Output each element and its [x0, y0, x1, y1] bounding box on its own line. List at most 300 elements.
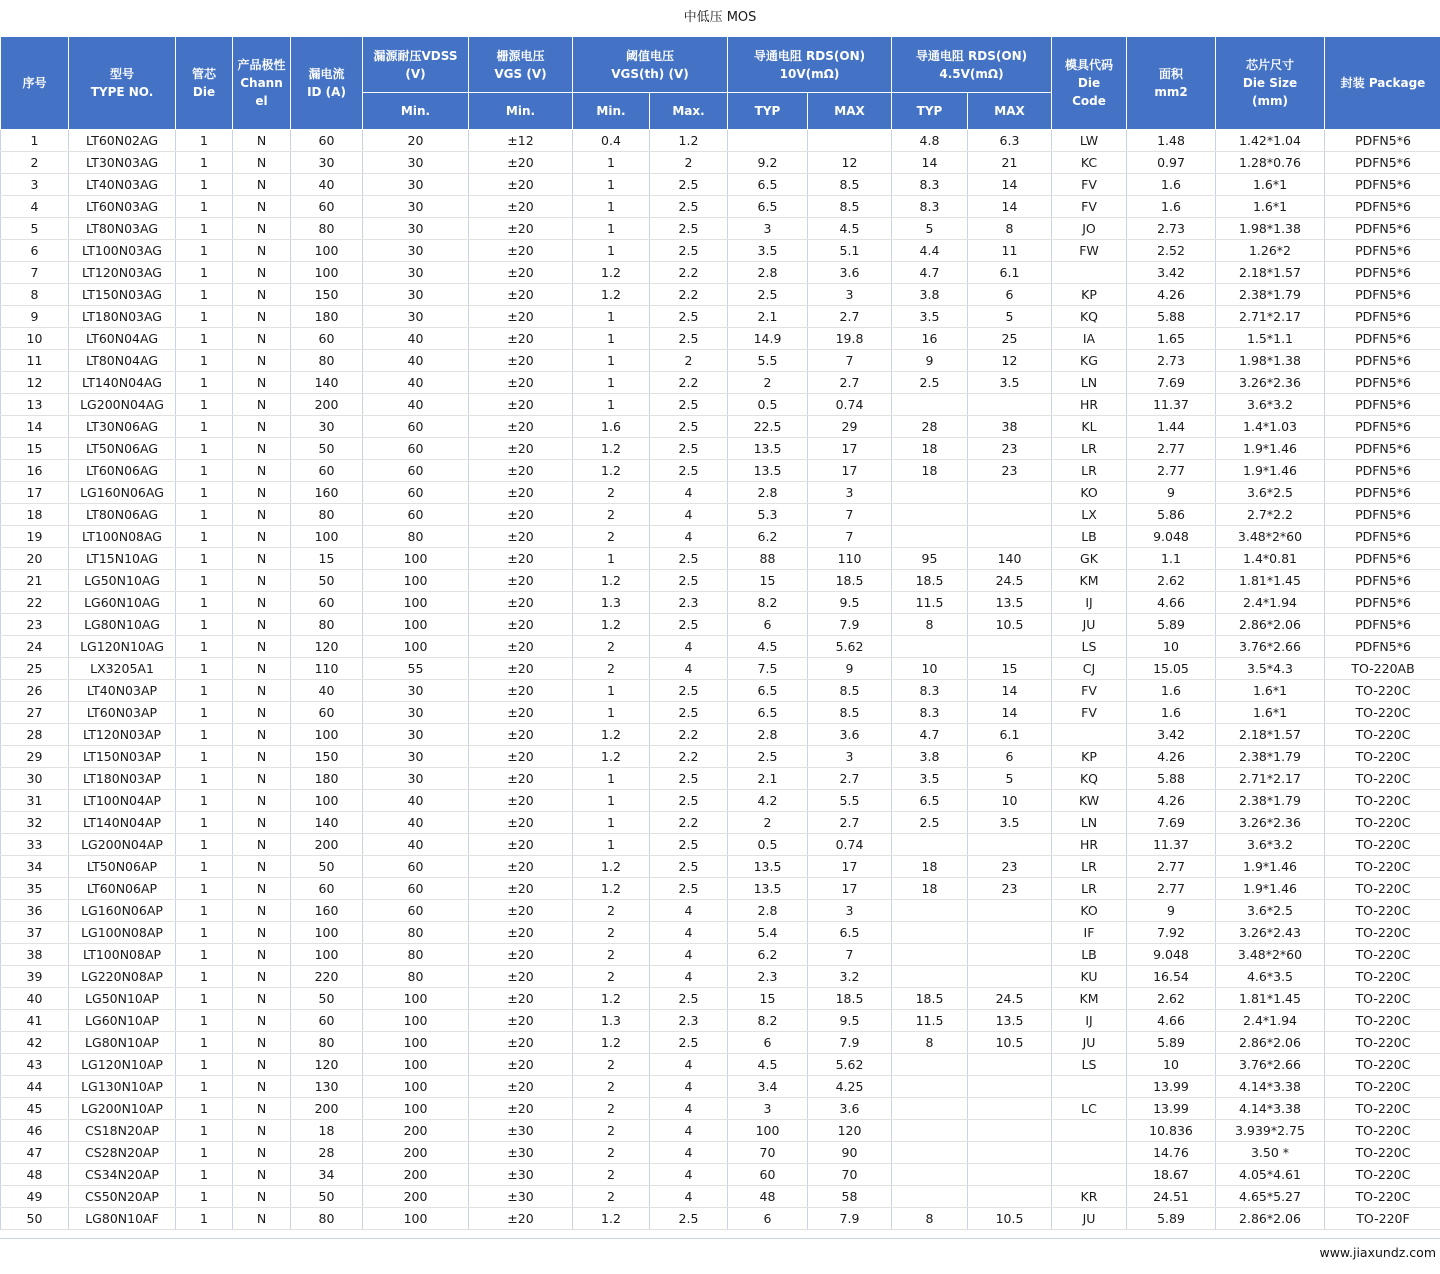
- cell-die: 1: [176, 878, 233, 900]
- cell-vgs: ±20: [469, 372, 573, 394]
- cell-area: 14.76: [1127, 1142, 1216, 1164]
- cell-rds10_typ: 88: [728, 548, 808, 570]
- cell-package: TO-220C: [1325, 900, 1440, 922]
- col-id-header: 漏电流 ID (A): [291, 37, 363, 130]
- table-row: [1, 460, 1440, 482]
- cell-area: 2.62: [1127, 570, 1216, 592]
- table-row: [1, 1010, 1440, 1032]
- cell-code: HR: [1052, 394, 1127, 416]
- cell-vth_min: 2: [573, 526, 650, 548]
- cell-size: 3.6*3.2: [1216, 834, 1325, 856]
- cell-area: 9.048: [1127, 944, 1216, 966]
- cell-rds10_max: 2.7: [808, 306, 892, 328]
- cell-vth_max: 4: [650, 1076, 728, 1098]
- cell-seq: 40: [1, 988, 69, 1010]
- cell-vth_min: 1.2: [573, 460, 650, 482]
- cell-channel: N: [233, 768, 291, 790]
- table-row: [1, 284, 1440, 306]
- cell-channel: N: [233, 1186, 291, 1208]
- cell-rds10_typ: 13.5: [728, 878, 808, 900]
- cell-size: 3.6*2.5: [1216, 900, 1325, 922]
- cell-package: TO-220C: [1325, 768, 1440, 790]
- cell-vth_min: 2: [573, 1186, 650, 1208]
- cell-rds10_max: 3: [808, 900, 892, 922]
- cell-rds10_typ: 6.5: [728, 680, 808, 702]
- cell-vth_max: 2.5: [650, 614, 728, 636]
- table-row: [1, 988, 1440, 1010]
- cell-vth_min: 2: [573, 922, 650, 944]
- cell-channel: N: [233, 790, 291, 812]
- cell-rds10_max: 7: [808, 504, 892, 526]
- cell-id: 60: [291, 1010, 363, 1032]
- cell-rds45_typ: 14: [892, 152, 968, 174]
- cell-vth_min: 1.2: [573, 988, 650, 1010]
- cell-package: TO-220C: [1325, 922, 1440, 944]
- cell-vth_max: 2.3: [650, 592, 728, 614]
- cell-id: 100: [291, 790, 363, 812]
- cell-rds10_typ: 2.3: [728, 966, 808, 988]
- cell-size: 2.38*1.79: [1216, 790, 1325, 812]
- table-row: [1, 1054, 1440, 1076]
- cell-rds10_max: 9: [808, 658, 892, 680]
- cell-type: LG60N10AP: [69, 1010, 176, 1032]
- website-footer: www.jiaxundz.com: [1319, 1245, 1436, 1260]
- cell-rds45_typ: [892, 482, 968, 504]
- cell-rds10_typ: 0.5: [728, 394, 808, 416]
- cell-type: LG80N10AF: [69, 1208, 176, 1230]
- cell-rds10_typ: 6.5: [728, 174, 808, 196]
- cell-type: LT150N03AP: [69, 746, 176, 768]
- cell-vdss: 30: [363, 174, 469, 196]
- cell-id: 40: [291, 680, 363, 702]
- cell-area: 1.6: [1127, 196, 1216, 218]
- cell-rds45_max: [968, 1098, 1052, 1120]
- cell-die: 1: [176, 790, 233, 812]
- cell-channel: N: [233, 526, 291, 548]
- cell-size: 1.81*1.45: [1216, 988, 1325, 1010]
- cell-vdss: 100: [363, 614, 469, 636]
- cell-rds10_max: 3: [808, 284, 892, 306]
- cell-size: 2.86*2.06: [1216, 1032, 1325, 1054]
- cell-rds10_max: 58: [808, 1186, 892, 1208]
- cell-area: 9: [1127, 482, 1216, 504]
- cell-rds10_max: 0.74: [808, 394, 892, 416]
- cell-code: KM: [1052, 570, 1127, 592]
- cell-package: TO-220C: [1325, 878, 1440, 900]
- cell-area: 15.05: [1127, 658, 1216, 680]
- cell-seq: 28: [1, 724, 69, 746]
- table-row: [1, 900, 1440, 922]
- cell-vth_max: 4: [650, 1142, 728, 1164]
- cell-die: 1: [176, 988, 233, 1010]
- cell-rds10_max: 29: [808, 416, 892, 438]
- cell-rds45_max: 10.5: [968, 1032, 1052, 1054]
- cell-area: 10: [1127, 636, 1216, 658]
- cell-size: 3.5*4.3: [1216, 658, 1325, 680]
- cell-rds10_max: 8.5: [808, 680, 892, 702]
- cell-package: PDFN5*6: [1325, 614, 1440, 636]
- cell-rds45_max: [968, 900, 1052, 922]
- cell-type: LT15N10AG: [69, 548, 176, 570]
- cell-vgs: ±30: [469, 1120, 573, 1142]
- cell-vdss: 20: [363, 130, 469, 152]
- cell-vgs: ±30: [469, 1164, 573, 1186]
- cell-rds45_max: 6: [968, 284, 1052, 306]
- cell-rds10_typ: 3.5: [728, 240, 808, 262]
- cell-size: 1.4*0.81: [1216, 548, 1325, 570]
- cell-rds10_max: 18.5: [808, 988, 892, 1010]
- cell-channel: N: [233, 1010, 291, 1032]
- cell-vth_min: 2: [573, 482, 650, 504]
- cell-vdss: 30: [363, 240, 469, 262]
- cell-rds45_max: 3.5: [968, 812, 1052, 834]
- cell-code: KQ: [1052, 306, 1127, 328]
- cell-rds45_typ: 28: [892, 416, 968, 438]
- cell-rds45_typ: 11.5: [892, 1010, 968, 1032]
- cell-seq: 44: [1, 1076, 69, 1098]
- cell-channel: N: [233, 262, 291, 284]
- table-bottom-border: [0, 1238, 1440, 1239]
- cell-vgs: ±20: [469, 570, 573, 592]
- cell-type: LT180N03AG: [69, 306, 176, 328]
- cell-rds10_max: 6.5: [808, 922, 892, 944]
- cell-seq: 2: [1, 152, 69, 174]
- cell-rds10_max: 7: [808, 350, 892, 372]
- cell-vth_max: 2.5: [650, 1032, 728, 1054]
- cell-vdss: 100: [363, 570, 469, 592]
- cell-seq: 13: [1, 394, 69, 416]
- cell-package: TO-220C: [1325, 790, 1440, 812]
- table-row: [1, 1142, 1440, 1164]
- cell-code: FV: [1052, 680, 1127, 702]
- col-code-header: 模具代码 Die Code: [1052, 37, 1127, 130]
- cell-package: PDFN5*6: [1325, 152, 1440, 174]
- cell-type: LG50N10AP: [69, 988, 176, 1010]
- cell-channel: N: [233, 328, 291, 350]
- cell-rds10_max: 8.5: [808, 196, 892, 218]
- cell-vth_min: 2: [573, 1142, 650, 1164]
- cell-rds45_max: 13.5: [968, 592, 1052, 614]
- cell-die: 1: [176, 240, 233, 262]
- cell-rds45_max: 23: [968, 878, 1052, 900]
- cell-code: KL: [1052, 416, 1127, 438]
- cell-area: 0.97: [1127, 152, 1216, 174]
- cell-rds45_typ: [892, 922, 968, 944]
- cell-type: LT50N06AP: [69, 856, 176, 878]
- table-row: [1, 152, 1440, 174]
- cell-die: 1: [176, 416, 233, 438]
- cell-vth_max: 2.5: [650, 548, 728, 570]
- cell-die: 1: [176, 460, 233, 482]
- cell-seq: 7: [1, 262, 69, 284]
- cell-rds10_max: 110: [808, 548, 892, 570]
- cell-rds45_typ: 18: [892, 460, 968, 482]
- cell-type: LG120N10AG: [69, 636, 176, 658]
- cell-code: CJ: [1052, 658, 1127, 680]
- cell-area: 18.67: [1127, 1164, 1216, 1186]
- cell-size: 3.939*2.75: [1216, 1120, 1325, 1142]
- cell-seq: 29: [1, 746, 69, 768]
- cell-rds10_max: 18.5: [808, 570, 892, 592]
- page-title: 中低压 MOS: [0, 0, 1440, 37]
- cell-die: 1: [176, 350, 233, 372]
- cell-id: 220: [291, 966, 363, 988]
- table-row: [1, 768, 1440, 790]
- cell-channel: N: [233, 306, 291, 328]
- cell-channel: N: [233, 658, 291, 680]
- cell-id: 100: [291, 944, 363, 966]
- cell-vth_min: 1: [573, 812, 650, 834]
- cell-rds45_typ: 18: [892, 856, 968, 878]
- cell-rds10_max: 8.5: [808, 702, 892, 724]
- cell-area: 4.26: [1127, 746, 1216, 768]
- cell-code: LS: [1052, 636, 1127, 658]
- table-row: [1, 1076, 1440, 1098]
- cell-vth_max: 2.5: [650, 834, 728, 856]
- cell-die: 1: [176, 372, 233, 394]
- cell-die: 1: [176, 262, 233, 284]
- cell-rds45_typ: [892, 1120, 968, 1142]
- cell-vth_max: 2.5: [650, 570, 728, 592]
- table-row: [1, 526, 1440, 548]
- cell-id: 80: [291, 1208, 363, 1230]
- cell-area: 2.77: [1127, 460, 1216, 482]
- cell-die: 1: [176, 812, 233, 834]
- cell-id: 30: [291, 152, 363, 174]
- cell-type: CS28N20AP: [69, 1142, 176, 1164]
- cell-seq: 8: [1, 284, 69, 306]
- cell-seq: 23: [1, 614, 69, 636]
- table-row: [1, 372, 1440, 394]
- cell-rds10_typ: 5.3: [728, 504, 808, 526]
- table-row: [1, 174, 1440, 196]
- cell-die: 1: [176, 922, 233, 944]
- cell-size: 2.18*1.57: [1216, 724, 1325, 746]
- cell-id: 200: [291, 1098, 363, 1120]
- cell-vdss: 30: [363, 768, 469, 790]
- table-row: [1, 504, 1440, 526]
- cell-rds10_typ: 2.8: [728, 482, 808, 504]
- col-die-header: 管芯 Die: [176, 37, 233, 130]
- cell-area: 5.88: [1127, 768, 1216, 790]
- cell-id: 140: [291, 372, 363, 394]
- cell-package: TO-220F: [1325, 1208, 1440, 1230]
- cell-vgs: ±20: [469, 988, 573, 1010]
- cell-package: PDFN5*6: [1325, 328, 1440, 350]
- cell-die: 1: [176, 1076, 233, 1098]
- cell-size: 3.6*3.2: [1216, 394, 1325, 416]
- cell-rds10_max: 5.62: [808, 636, 892, 658]
- cell-rds45_max: [968, 1142, 1052, 1164]
- cell-channel: N: [233, 394, 291, 416]
- cell-vgs: ±20: [469, 350, 573, 372]
- cell-vth_max: 4: [650, 1164, 728, 1186]
- cell-rds10_typ: 4.5: [728, 1054, 808, 1076]
- cell-id: 28: [291, 1142, 363, 1164]
- cell-vgs: ±20: [469, 460, 573, 482]
- cell-code: FV: [1052, 174, 1127, 196]
- cell-code: KQ: [1052, 768, 1127, 790]
- cell-size: 2.71*2.17: [1216, 768, 1325, 790]
- cell-die: 1: [176, 1032, 233, 1054]
- table-row: [1, 812, 1440, 834]
- cell-vth_min: 1: [573, 240, 650, 262]
- cell-size: 1.28*0.76: [1216, 152, 1325, 174]
- cell-vth_min: 1.2: [573, 878, 650, 900]
- cell-vth_min: 2: [573, 1054, 650, 1076]
- cell-rds45_max: [968, 1054, 1052, 1076]
- table-row: [1, 790, 1440, 812]
- cell-seq: 25: [1, 658, 69, 680]
- col-rds10-header: 导通电阻 RDS(ON) 10V(mΩ): [728, 37, 892, 93]
- cell-rds45_typ: [892, 834, 968, 856]
- cell-vdss: 60: [363, 900, 469, 922]
- cell-size: 1.6*1: [1216, 196, 1325, 218]
- cell-rds45_typ: 3.8: [892, 284, 968, 306]
- cell-vth_max: 2.5: [650, 790, 728, 812]
- cell-rds10_typ: 6.5: [728, 702, 808, 724]
- cell-code: [1052, 1120, 1127, 1142]
- cell-rds10_max: 5.5: [808, 790, 892, 812]
- cell-rds45_max: [968, 482, 1052, 504]
- cell-vgs: ±20: [469, 196, 573, 218]
- cell-rds10_max: 7: [808, 526, 892, 548]
- cell-vth_max: 4: [650, 922, 728, 944]
- cell-id: 30: [291, 416, 363, 438]
- cell-rds45_typ: [892, 1164, 968, 1186]
- cell-size: 1.6*1: [1216, 702, 1325, 724]
- cell-package: TO-220C: [1325, 1164, 1440, 1186]
- cell-area: 5.89: [1127, 1032, 1216, 1054]
- cell-type: LG80N10AG: [69, 614, 176, 636]
- cell-vdss: 30: [363, 262, 469, 284]
- cell-vth_max: 2.5: [650, 856, 728, 878]
- cell-size: 2.4*1.94: [1216, 592, 1325, 614]
- cell-package: TO-220C: [1325, 966, 1440, 988]
- cell-vth_max: 2: [650, 350, 728, 372]
- cell-rds45_typ: 95: [892, 548, 968, 570]
- cell-seq: 26: [1, 680, 69, 702]
- cell-code: LX: [1052, 504, 1127, 526]
- cell-vth_max: 2.5: [650, 438, 728, 460]
- cell-vgs: ±20: [469, 482, 573, 504]
- cell-code: JU: [1052, 1208, 1127, 1230]
- cell-die: 1: [176, 504, 233, 526]
- cell-vdss: 30: [363, 218, 469, 240]
- cell-rds10_max: 90: [808, 1142, 892, 1164]
- cell-code: KG: [1052, 350, 1127, 372]
- cell-area: 4.26: [1127, 284, 1216, 306]
- table-row: [1, 218, 1440, 240]
- table-row: [1, 350, 1440, 372]
- col-vdss-header: 漏源耐压VDSS (V): [363, 37, 469, 93]
- cell-vth_max: 4: [650, 1054, 728, 1076]
- cell-channel: N: [233, 438, 291, 460]
- cell-area: 2.62: [1127, 988, 1216, 1010]
- cell-vth_max: 4: [650, 1186, 728, 1208]
- cell-package: PDFN5*6: [1325, 460, 1440, 482]
- cell-area: 4.66: [1127, 1010, 1216, 1032]
- cell-rds10_max: 4.25: [808, 1076, 892, 1098]
- cell-rds10_typ: 0.5: [728, 834, 808, 856]
- cell-rds45_max: 3.5: [968, 372, 1052, 394]
- cell-vth_max: 4: [650, 944, 728, 966]
- cell-area: 5.89: [1127, 614, 1216, 636]
- cell-rds10_typ: 6: [728, 1032, 808, 1054]
- cell-code: GK: [1052, 548, 1127, 570]
- cell-rds10_typ: 2.5: [728, 746, 808, 768]
- cell-rds45_max: 14: [968, 174, 1052, 196]
- cell-vgs: ±20: [469, 790, 573, 812]
- table-row: [1, 746, 1440, 768]
- cell-channel: N: [233, 1098, 291, 1120]
- cell-die: 1: [176, 196, 233, 218]
- cell-rds45_max: 5: [968, 306, 1052, 328]
- cell-vdss: 30: [363, 724, 469, 746]
- cell-vth_max: 2.5: [650, 328, 728, 350]
- cell-vth_min: 1: [573, 218, 650, 240]
- cell-channel: N: [233, 966, 291, 988]
- cell-area: 10: [1127, 1054, 1216, 1076]
- cell-package: TO-220C: [1325, 680, 1440, 702]
- cell-vdss: 30: [363, 680, 469, 702]
- cell-vdss: 100: [363, 1054, 469, 1076]
- cell-rds10_typ: 4.5: [728, 636, 808, 658]
- cell-code: KP: [1052, 746, 1127, 768]
- col-seq-header: 序号: [1, 37, 69, 130]
- cell-area: 24.51: [1127, 1186, 1216, 1208]
- cell-seq: 30: [1, 768, 69, 790]
- cell-channel: N: [233, 746, 291, 768]
- cell-vth_min: 1.2: [573, 284, 650, 306]
- cell-vth_max: 2.5: [650, 196, 728, 218]
- cell-code: KR: [1052, 1186, 1127, 1208]
- cell-vdss: 100: [363, 1010, 469, 1032]
- cell-rds10_max: 3.2: [808, 966, 892, 988]
- cell-vth_max: 2.5: [650, 174, 728, 196]
- cell-type: CS34N20AP: [69, 1164, 176, 1186]
- cell-area: 2.52: [1127, 240, 1216, 262]
- cell-vth_min: 2: [573, 504, 650, 526]
- cell-code: JU: [1052, 1032, 1127, 1054]
- cell-size: 3.48*2*60: [1216, 944, 1325, 966]
- cell-rds10_max: 3: [808, 482, 892, 504]
- cell-vdss: 30: [363, 746, 469, 768]
- cell-vdss: 80: [363, 526, 469, 548]
- cell-rds45_max: [968, 966, 1052, 988]
- cell-rds45_typ: [892, 526, 968, 548]
- cell-package: PDFN5*6: [1325, 218, 1440, 240]
- cell-size: 1.4*1.03: [1216, 416, 1325, 438]
- cell-vth_min: 1.3: [573, 592, 650, 614]
- cell-vth_max: 2.5: [650, 680, 728, 702]
- cell-rds45_max: [968, 504, 1052, 526]
- cell-code: IA: [1052, 328, 1127, 350]
- cell-type: LG130N10AP: [69, 1076, 176, 1098]
- cell-seq: 18: [1, 504, 69, 526]
- cell-code: [1052, 724, 1127, 746]
- cell-channel: N: [233, 504, 291, 526]
- cell-rds10_max: 2.7: [808, 768, 892, 790]
- cell-vth_min: 1.2: [573, 1032, 650, 1054]
- table-row: [1, 922, 1440, 944]
- table-row: [1, 570, 1440, 592]
- cell-rds45_max: 14: [968, 680, 1052, 702]
- cell-vth_min: 2: [573, 1076, 650, 1098]
- table-row: [1, 878, 1440, 900]
- cell-type: LX3205A1: [69, 658, 176, 680]
- cell-rds10_typ: 7.5: [728, 658, 808, 680]
